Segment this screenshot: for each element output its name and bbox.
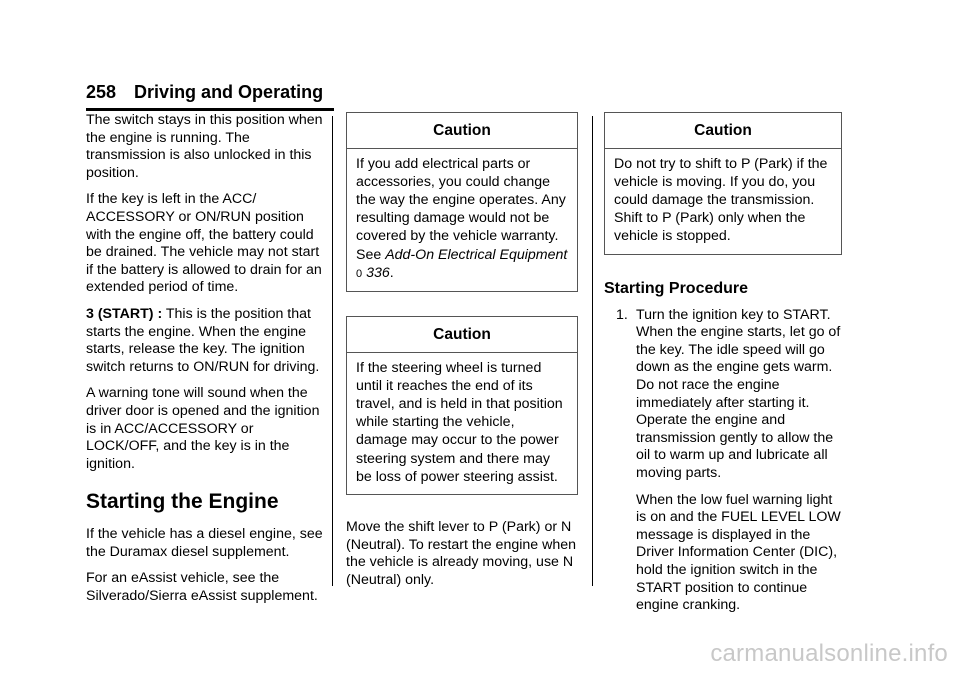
column-3 bbox=[604, 112, 842, 624]
reference-end: . bbox=[389, 264, 394, 281]
heading-starting-the-engine: Starting the Engine bbox=[86, 490, 279, 514]
start-term: 3 (START) : bbox=[86, 305, 163, 322]
paragraph-switch-position: The switch stays in this position when the engine is running. The transmission is also unlocked in this position. bbox=[86, 112, 323, 181]
caution-body: If the steering wheel is turned until it reaches the end of its travel, and is held in that position while starting the vehicle, damage may occur to the power steering system and there may be loss of power steering assist. bbox=[356, 359, 563, 485]
column-divider-1 bbox=[332, 116, 333, 586]
step-note: When the low fuel warning light is on and the FUEL LEVEL LOW message is displayed in the Driver Information Center (DIC), hold the ignition switch in the START position to continue engine cranking. bbox=[636, 491, 841, 614]
paragraph-eassist: For an eAssist vehicle, see the Silverado/Sierra eAssist supplement. bbox=[86, 570, 318, 605]
column-2 bbox=[346, 112, 578, 598]
caution-title: Caution bbox=[347, 317, 577, 353]
header-rule bbox=[86, 108, 334, 111]
caution-body: Do not try to shift to P (Park) if the vehicle is moving. If you do, you could damage the transmission. Shift to P (Park) only when the vehicle is stopped. bbox=[614, 155, 828, 245]
reference-title: Add-On Electrical Equipment bbox=[385, 246, 568, 263]
heading-starting-procedure: Starting Procedure bbox=[604, 279, 749, 297]
step-text: Turn the ignition key to START. When the engine starts, let go of the key. The idle speed will go down as the engine gets warm. Do not race the engine immediately after starting it. Operate the engine and transmission gently to allow the oil to warm up and lubricate all moving parts. bbox=[636, 306, 841, 481]
paragraph-start-position bbox=[86, 306, 326, 376]
caution-title: Caution bbox=[605, 113, 841, 149]
list-item bbox=[604, 307, 842, 615]
caution-box-steering bbox=[346, 316, 578, 495]
page-number: 258 bbox=[86, 82, 117, 102]
cross-reference-link[interactable] bbox=[356, 247, 567, 281]
paragraph-diesel: If the vehicle has a diesel engine, see the Duramax diesel supplement. bbox=[86, 526, 323, 560]
paragraph-shift-lever: Move the shift lever to P (Park) or N (Neutral). To restart the engine when the vehicle is already moving, use N (Neutral) only. bbox=[346, 519, 577, 588]
reference-page: 336 bbox=[366, 264, 390, 281]
page-reference-icon: 0 bbox=[356, 267, 363, 280]
caution-box-park bbox=[604, 112, 842, 255]
watermark: carmanualsonline.info bbox=[710, 640, 948, 667]
page-header bbox=[86, 82, 334, 103]
step-number: 1. bbox=[616, 306, 628, 323]
paragraph-battery-drain: If the key is left in the ACC/ ACCESSORY or ON/RUN position with the engine off, the battery could be drained. The vehicle may not start if the battery is allowed to drain for an extended period of time. bbox=[86, 191, 322, 296]
caution-text: If you add electrical parts or accessories, you could change the way the engine operates. Any resulting damage would not be covered by the vehicle warranty. See bbox=[356, 155, 566, 263]
column-1 bbox=[86, 112, 326, 615]
paragraph-warning-tone: A warning tone will sound when the driver door is opened and the ignition is in ACC/ACCESSORY or LOCK/OFF, and the key is in the ignition. bbox=[86, 385, 320, 472]
caution-box-electrical bbox=[346, 112, 578, 292]
caution-title: Caution bbox=[347, 113, 577, 149]
start-description: This is the position that starts the engine. When the engine starts, release the key. The ignition switch returns to ON/RUN for driving. bbox=[86, 305, 320, 375]
caution-body bbox=[347, 149, 577, 291]
section-title: Driving and Operating bbox=[134, 82, 324, 102]
procedure-steps bbox=[604, 307, 842, 615]
column-divider-2 bbox=[592, 116, 593, 586]
